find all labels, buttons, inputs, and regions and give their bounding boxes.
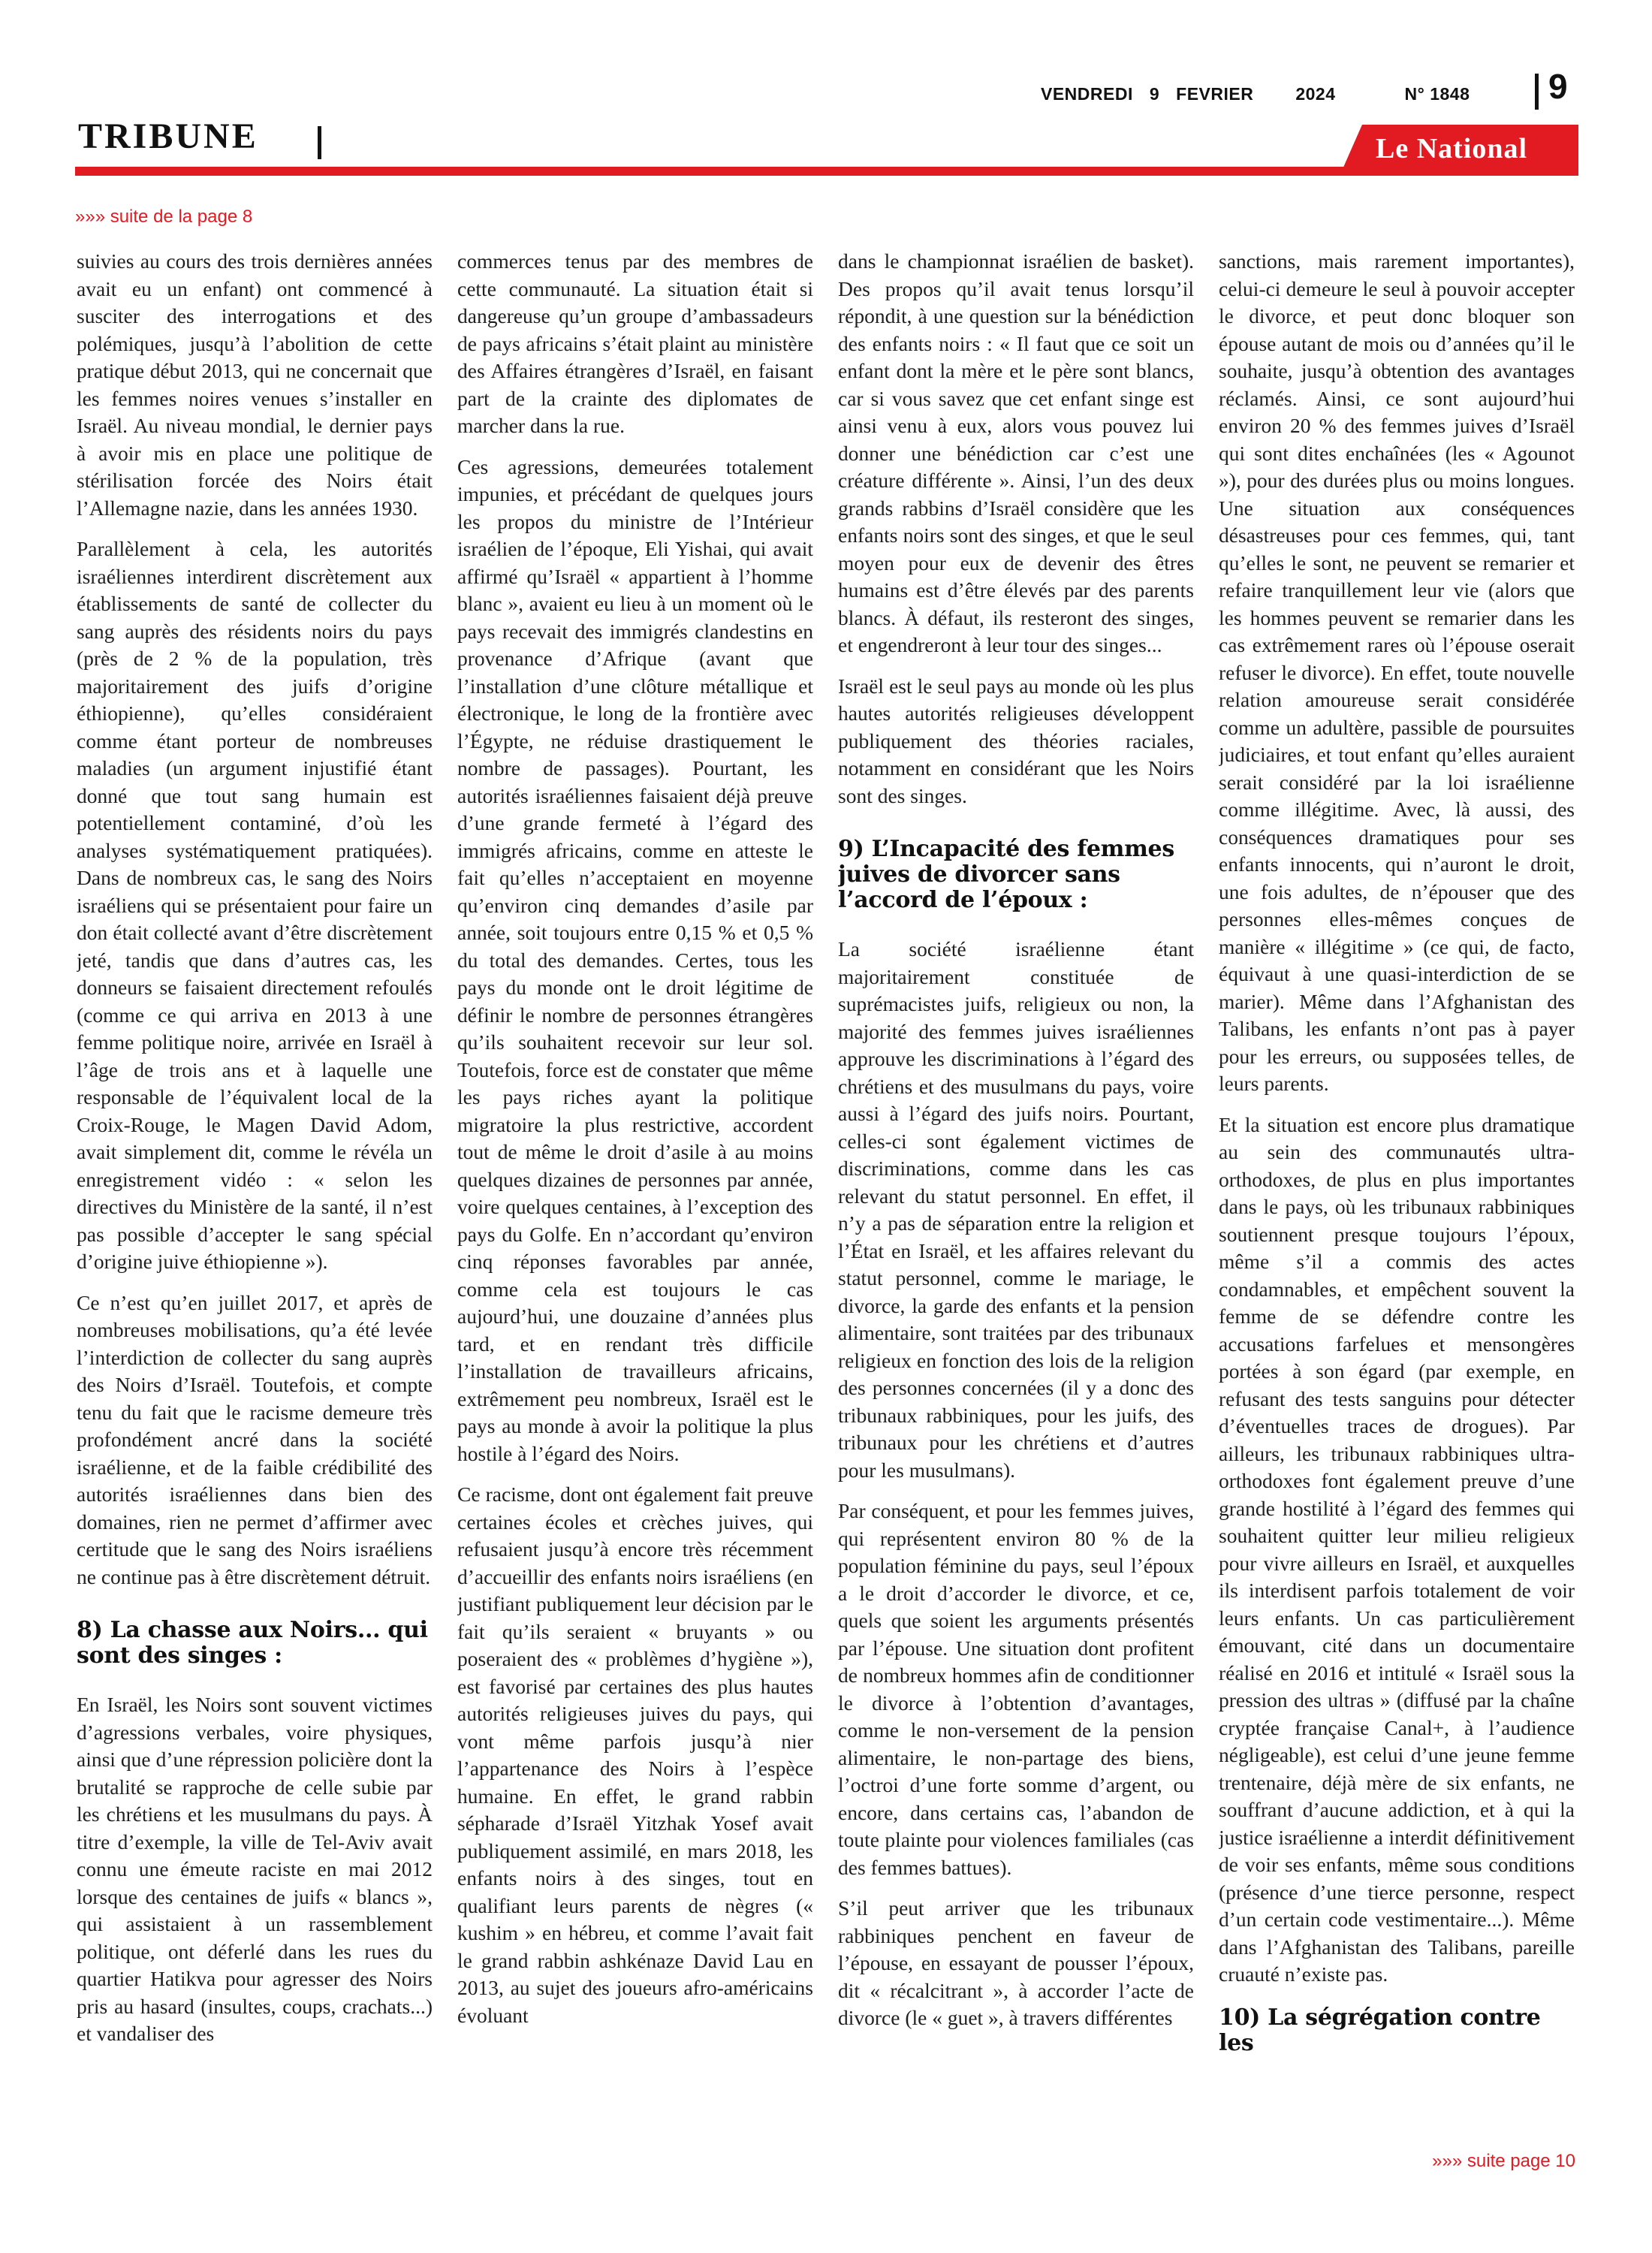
section-title-divider (318, 126, 321, 159)
paragraph: Ces agressions, demeurées totalement impunies, et précédant de quelques jours les propos du ministre de l’Intérieur israélien de l’époque, Eli Yishai, qui avait affirmé qu’Israël « appartient à l’homme blanc », avaient eu lieu à un moment où le pays recevait des immigrés clandestins en provenance d’Afrique (avant que l’installation d’une clôture métallique et électronique, le long de la frontière avec l’Égypte, ne réduise drastiquement le nombre de passages). Pourtant, les autorités israéliennes faisaient déjà preuve d’une grande fermeté à l’égard des immigrés africains, comme en atteste le fait qu’elles n’acceptaient en moyenne qu’environ cinq demandes d’asile par année, soit toujours entre 0,15 % et 0,5 % du total des demandes. Certes, tous les pays du monde ont le droit légitime de définir le nombre de personnes étrangères qu’ils souhaitent recevoir sur leur sol. Toutefois, force est de constater que même les pays riches ayant la politique migratoire la plus restrictive, accordent tout de même le droit d’asile à au moins quelques dizaines de personnes par année, voire quelques centaines, à l’exception des pays du Golfe. En n’accordant qu’environ cinq réponses favorables par année, comme cela est toujours le cas aujourd’hui, une douzaine d’années plus tard, et en rendant très difficile l’installation de travailleurs africains, extrêmement peu nombreux, Israël est le pays au monde à avoir la politique la plus hostile à l’égard des Noirs. (457, 454, 813, 1465)
dateline (1041, 84, 1470, 104)
section-heading: 9) L’Incapacité des femmes juives de divorcer sans l’accord de l’époux : (838, 836, 1174, 913)
article-column-3 (838, 248, 1194, 2148)
paragraph: Israël est le seul pays au monde où les plus hautes autorités religieuses développent publiquement des théories raciales, notamment en considérant que les Noirs sont des singes. (838, 674, 1194, 807)
paragraph: dans le championnat israélien de basket). Des propos qu’il avait tenus lorsqu’il répondit, à une question sur la bénédiction des enfants noirs : « Il faut que ce soit un enfant dont la mère et le père sont blancs, car si vous savez que cet enfant singe est ainsi venu à eux, alors vous pouvez lui donner une bénédiction car c’est une créature différente ». Ainsi, l’un des deux grands rabbins d’Israël considère que les enfants noirs sont des singes, et que le seul moyen pour eux de devenir des êtres humains est d’être élevés par des parents blancs. À défaut, ils resteront des singes, et engendreront à leur tour des singes... (838, 249, 1194, 656)
paragraph: suivies au cours des trois dernières années avait eu un enfant) ont commencé à susciter des interrogations et des polémiques, jusqu’à l’abolition de cette pratique début 2013, qui ne concernait que les femmes noires venues s’installer en Israël. Au niveau mondial, le dernier pays à avoir mis en place une politique de stérilisation forcée des Noirs était l’Allemagne nazie, dans les années 1930. (77, 249, 433, 520)
brand-name: Le National (1376, 133, 1528, 164)
article-column-2 (457, 248, 813, 2148)
date-year: 2024 (1295, 84, 1336, 104)
section-heading: 8) La chasse aux Noirs... qui sont des singes : (77, 1617, 428, 1669)
section-title: TRIBUNE (78, 116, 258, 156)
date-day: VENDREDI (1041, 84, 1133, 104)
date-day-number: 9 (1149, 84, 1160, 104)
header-red-rule (75, 167, 1578, 176)
paragraph: La société israélienne étant majoritairement constituée de suprémacistes juifs, religieux ou non, la majorité des femmes juives israéliennes approuve les discriminations à l’égard des chrétiens et des musulmans du pays, voire aussi à l’égard des juifs noirs. Pourtant, celles-ci sont également victimes de discriminations, comme dans les cas relevant du statut personnel. En effet, il n’y a pas de séparation entre la religion et l’État en Israël, et les affaires relevant du statut personnel, comme le mariage, le divorce, la garde des enfants et la pension alimentaire, sont traitées par des tribunaux religieux en fonction des lois de la religion des personnes concernées (il y a donc des tribunaux rabbiniques, pour les juifs, des tribunaux pour les chrétiens et d’autres pour les musulmans). (838, 937, 1194, 1482)
continued-to-link[interactable]: »»» suite page 10 (1432, 2151, 1575, 2171)
paragraph: commerces tenus par des membres de cette communauté. La situation était si dangereuse qu’un groupe d’ambassadeurs de pays africains s’était plaint au ministère des Affaires étrangères d’Israël, en faisant part de la crainte des diplomates de marcher dans la rue. (457, 249, 813, 437)
paragraph: Et la situation est encore plus dramatique au sein des communautés ultra-orthodoxes, de plus en plus importantes dans le pays, où les tribunaux rabbiniques soutiennent presque toujours l’époux, même s’il a commis des actes condamnables, et empêchent souvent la femme de se défendre contre les accusations farfelues et mensongères portées à son égard (par exemple, en refusant des tests sanguins pour détecter d’éventuelles traces de drogues). Par ailleurs, les tribunaux rabbiniques ultra-orthodoxes font également preuve d’une grande hostilité à l’égard des femmes qui souhaitent quitter leur milieu religieux pour vivre ailleurs en Israël, et auxquelles ils interdisent parfois totalement de voir leurs enfants. Un cas particulièrement émouvant, cité dans un documentaire réalisé en 2016 et intitulé « Israël sous la pression des ultras » (diffusé par la chaîne cryptée française Canal+, à l’audience négligeable), est celui d’une jeune femme trentenaire, déjà mère de six enfants, ne souffrant d’aucune addiction, et à qui la justice israélienne a interdit définitivement de voir ses enfants, même sous conditions (présence d’une tierce personne, respect d’un certain code vestimentaire...). Même dans l’Afghanistan des Talibans, pareille cruauté n’existe pas. (1219, 1112, 1575, 1986)
paragraph: Ce n’est qu’en juillet 2017, et après de nombreuses mobilisations, qu’a été levée l’interdiction de collecter du sang auprès des Noirs d’Israël. Toutefois, et compte tenu du fait que le racisme demeure très profondément ancré dans la société israélienne, et de la faible crédibilité des autorités israéliennes dans bien des domaines, rien ne permet d’affirmer avec certitude que le sang des Noirs israéliens ne continue pas à être discrètement détruit. (77, 1290, 433, 1588)
paragraph: sanctions, mais rarement importantes), celui-ci demeure le seul à pouvoir accepter le divorce, et peut donc bloquer son épouse autant de mois ou d’années qu’il le souhaite, jusqu’à obtention des avantages réclamés. Ainsi, ce sont aujourd’hui environ 20 % des femmes juives d’Israël qui sont dites enchaînées (les « Agounot »), pour des durées plus ou moins longues. Une situation aux conséquences désastreuses pour ces femmes, qui, tant qu’elles le sont, ne peuvent se remarier et refaire tranquillement leur vie (alors que les hommes peuvent se remarier dans les cas extrêmement rares où l’épouse oserait refuser le divorce). En effet, toute nouvelle relation amoureuse serait considérée comme un adultère, passible de poursuites judiciaires, et tout enfant qu’elles auraient serait considéré par la loi israélienne comme illégitime. Avec, là aussi, des conséquences dramatiques pour ses enfants innocents, qui n’auront le droit, une fois adultes, de n’épouser que des personnes elles-mêmes conçues de manière « illégitime » (ce qui, de facto, équivaut à une quasi-interdiction de se marier). Même dans l’Afghanistan des Talibans, les enfants n’ont pas à payer pour les erreurs, ou supposées telles, de leurs parents. (1219, 249, 1575, 1095)
section-heading: 10) La ségrégation contre les (1219, 2004, 1541, 2056)
page-number-divider (1535, 74, 1539, 110)
page-number: 9 (1548, 67, 1568, 106)
date-month: FEVRIER (1176, 84, 1254, 104)
article-column-4 (1219, 248, 1575, 2148)
paragraph: Ce racisme, dont ont également fait preuve certaines écoles et crèches juives, qui refusaient jusqu’à encore très récemment d’accueillir des enfants noirs israéliens (en justifiant publiquement leur décision par le fait qu’ils seraient « bruyants » ou poseraient des « problèmes d’hygiène »), est favorisé par certaines des plus hautes autorités religieuses juives du pays, qui vont même parfois jusqu’à nier l’appartenance des Noirs à l’espèce humaine. En effet, le grand rabbin sépharade d’Israël Yitzhak Yosef avait publiquement assimilé, en mars 2018, les enfants noirs à des singes, tout en qualifiant leurs parents de nègres (« kushim » en hébreu, et comme l’avait fait le grand rabbin ashkénaze David Lau en 2013, au sujet des joueurs afro-américains évoluant (457, 1482, 813, 2027)
continued-from-link[interactable]: »»» suite de la page 8 (75, 207, 253, 227)
paragraph: Par conséquent, et pour les femmes juives, qui représentent environ 80 % de la population féminine du pays, seul l’époux a le droit d’accorder le divorce, et ce, quels que soient les arguments présentés par l’épouse. Une situation dont profitent de nombreux hommes afin de conditionner le divorce à l’obtention d’avantages, comme le non-versement de la pension alimentaire, le non-partage des biens, l’octroi d’une forte somme d’argent, ou encore, dans certains cas, l’abandon de toute plainte pour violences familiales (cas des femmes battues). (838, 1499, 1194, 1879)
paragraph: En Israël, les Noirs sont souvent victimes d’agressions verbales, voire physiques, ainsi que d’une répression policière dont la brutalité se rapproche de celle subie par les chrétiens et les musulmans du pays. À titre d’exemple, la ville de Tel-Aviv avait connu une émeute raciste en mai 2012 lorsque des centaines de juifs « blancs », qui assistaient à un rassemblement politique, ont déferlé dans les rues du quartier Hatikva pour agresser des Noirs pris au hasard (insultes, coups, crachats...) et vandaliser des (77, 1693, 433, 2045)
paragraph: Parallèlement à cela, les autorités israéliennes interdirent discrètement aux établissements de santé de collecter du sang auprès des résidents noirs du pays (près de 2 % de la population, très majoritairement des juifs d’origine éthiopienne), qu’elles considéraient comme étant porteur de nombreuses maladies (un argument injustifié étant donné que tout sang humain est potentiellement contaminé, d’où les analyses systématiquement pratiquées). Dans de nombreux cas, le sang des Noirs israéliens qui se présentaient pour faire un don était collecté avant d’être discrètement jeté, tandis que dans d’autres cas, les donneurs se faisaient directement refoulés (comme ce qui arriva en 2013 à une femme politique noire, arrivée en Israël à l’âge de trois ans et à laquelle une responsable de l’équivalent local de la Croix-Rouge, le Magen David Adom, avait simplement dit, comme le révéla un enregistrement vidéo : « selon les directives du Ministère de la santé, il n’est pas possible d’accepter le sang spécial d’origine juive éthiopienne »). (77, 537, 433, 1273)
issue-number: N° 1848 (1404, 84, 1470, 104)
article-column-1 (77, 248, 433, 2148)
paragraph: S’il peut arriver que les tribunaux rabbiniques penchent en faveur de l’épouse, en essayant de pousser l’époux, dit « récalcitrant », à accorder l’acte de divorce (le « guet », à travers différentes (838, 1896, 1194, 2029)
